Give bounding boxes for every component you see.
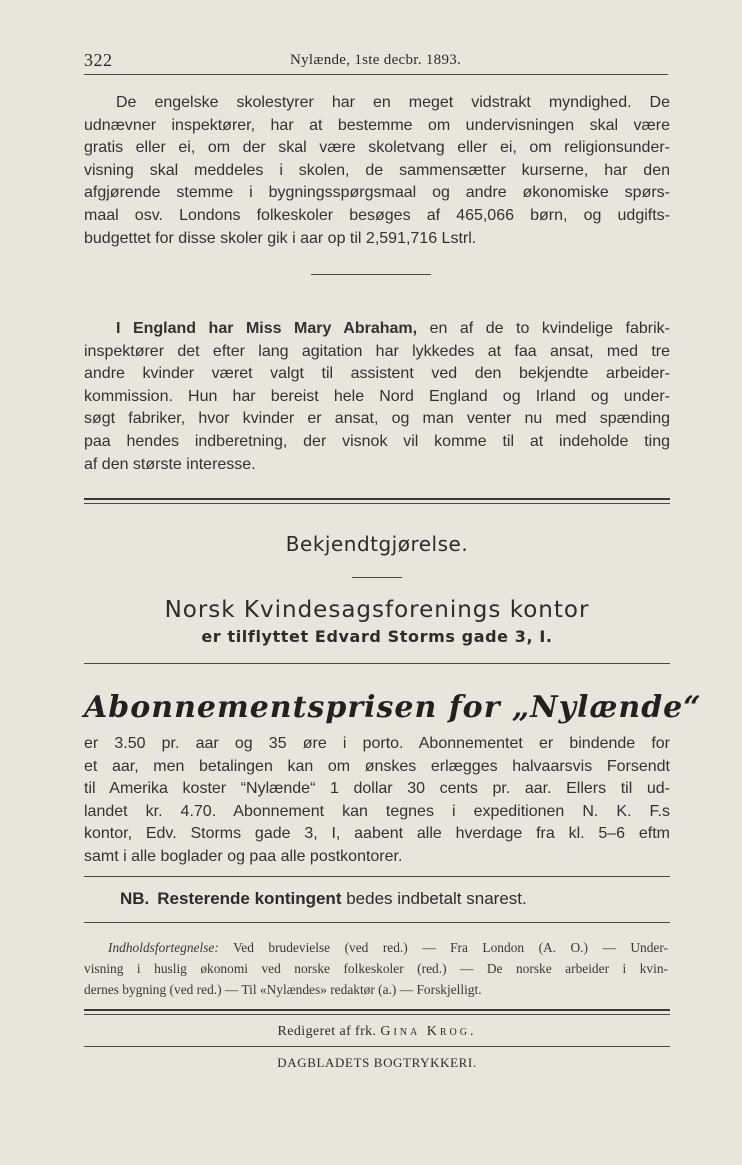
text-line: søgt fabriker, hvor kvinder er ansat, og man venter nu med spænding [84,410,670,428]
printer-line: DAGBLADETS BOGTRYKKERI. [277,1055,477,1070]
lead-rest-text: en af de to kvindelige fabrik- [429,320,671,337]
section-rule [84,922,670,923]
text-line: et aar, men betalingen kan om ønskes erlægges halvaarsvis Forsendt [84,757,670,775]
article-mary-abraham [84,318,670,476]
text-line: visning skal meddeles i skolen, de sammensætter kurserne, har den [84,161,670,179]
notice-bold: Resterende kontingent [157,889,342,908]
notice-label: NB. [120,889,150,908]
text-line: er 3.50 pr. aar og 35 øre i porto. Abonnementet er bindende for [84,735,670,752]
subscription-heading: Abonnementsprisen for „Nylænde“ [84,690,702,725]
text-line: De engelske skolestyrer har en meget vidstrakt myndighed. De [116,94,670,111]
office-title: Norsk Kvindesagsforenings kontor [164,597,590,623]
text-line: budgettet for disse skoler gik i aar op til 2,591,716 Lstrl. [84,229,477,247]
text-line: inspektører det efter lang agitation har lykkedes at faa ansat, med tre [84,342,670,360]
double-rule-bottom [84,1014,670,1015]
text-line: kommission. Hun har bereist hele Nord England og Irland og under- [84,387,670,405]
article-london-schools [84,92,670,250]
notice-rest: bedes indbetalt snarest. [346,889,527,908]
office-subtitle: er tilflyttet Edvard Storms gade 3, I. [201,627,553,646]
running-head [84,50,668,72]
editor-prefix: Redigeret af frk. [277,1024,377,1039]
contents-line [108,937,668,958]
text-line: samt i alle boglader og paa alle postkontorer. [84,847,403,865]
section-rule [84,876,670,877]
editor-name: Gina Krog. [380,1024,477,1039]
editor-line [84,1024,670,1040]
double-rule-bottom [84,503,670,504]
table-of-contents [84,937,669,1000]
text-line: andre kvinder været valgt til assistent ved den bekjendte arbeider- [84,365,670,383]
text-line: udnævner inspektører, har at bestemme om undervisningen skal være [84,116,670,134]
double-rule-top [84,1009,670,1011]
text-line: kontor, Edv. Storms gade 3, I, aabent alle hverdage fra kl. 5–6 eftm [84,825,670,843]
double-rule-top [84,498,670,500]
footer-rule [84,1046,670,1047]
contents-label: Indholdsfortegnelse: [108,940,219,955]
header-rule [84,74,668,75]
text-line: afgjørende stemme i bygningsspørgsmaal og andre økonomiske spørs- [84,184,670,202]
text-line: paa hendes indberetning, der visnok vil komme til at indeholde ting [84,432,670,450]
subscription-text [84,733,670,869]
contents-first: Ved brudevielse (ved red.) — Fra London (A. O.) — Under- [233,940,669,955]
section-divider [311,274,431,275]
text-line: maal osv. Londons folkeskoler besøges af 465,066 børn, og udgifts- [84,206,670,224]
text-line-lead [84,318,670,341]
contents-line: dernes bygning (ved red.) — Til «Nylændes» redaktør (a.) — Forskjelligt. [84,982,482,997]
text-line: af den største interesse. [84,455,256,473]
announcement-divider [352,577,402,578]
text-line: til Amerika koster “Nylænde“ 1 dollar 30 cents pr. aar. Ellers til ud- [84,780,670,798]
notice-line [120,889,527,909]
section-rule [84,663,670,664]
lead-bold-text: I England har Miss Mary Abraham, [116,320,418,337]
text-line: gratis eller ei, om der skal være skoletvang eller ei, om religionsunder- [84,139,670,157]
text-line: landet kr. 4.70. Abonnement kan tegnes i expeditionen N. K. F.s [84,802,670,820]
page-number: 322 [84,50,113,70]
announcement-title: Bekjendtgjørelse. [285,532,469,556]
contents-line: visning i huslig økonomi ved norske folkeskoler (red.) — De norske arbeider i kvin- [84,961,668,976]
running-title: Nylænde, 1ste decbr. 1893. [290,52,462,68]
